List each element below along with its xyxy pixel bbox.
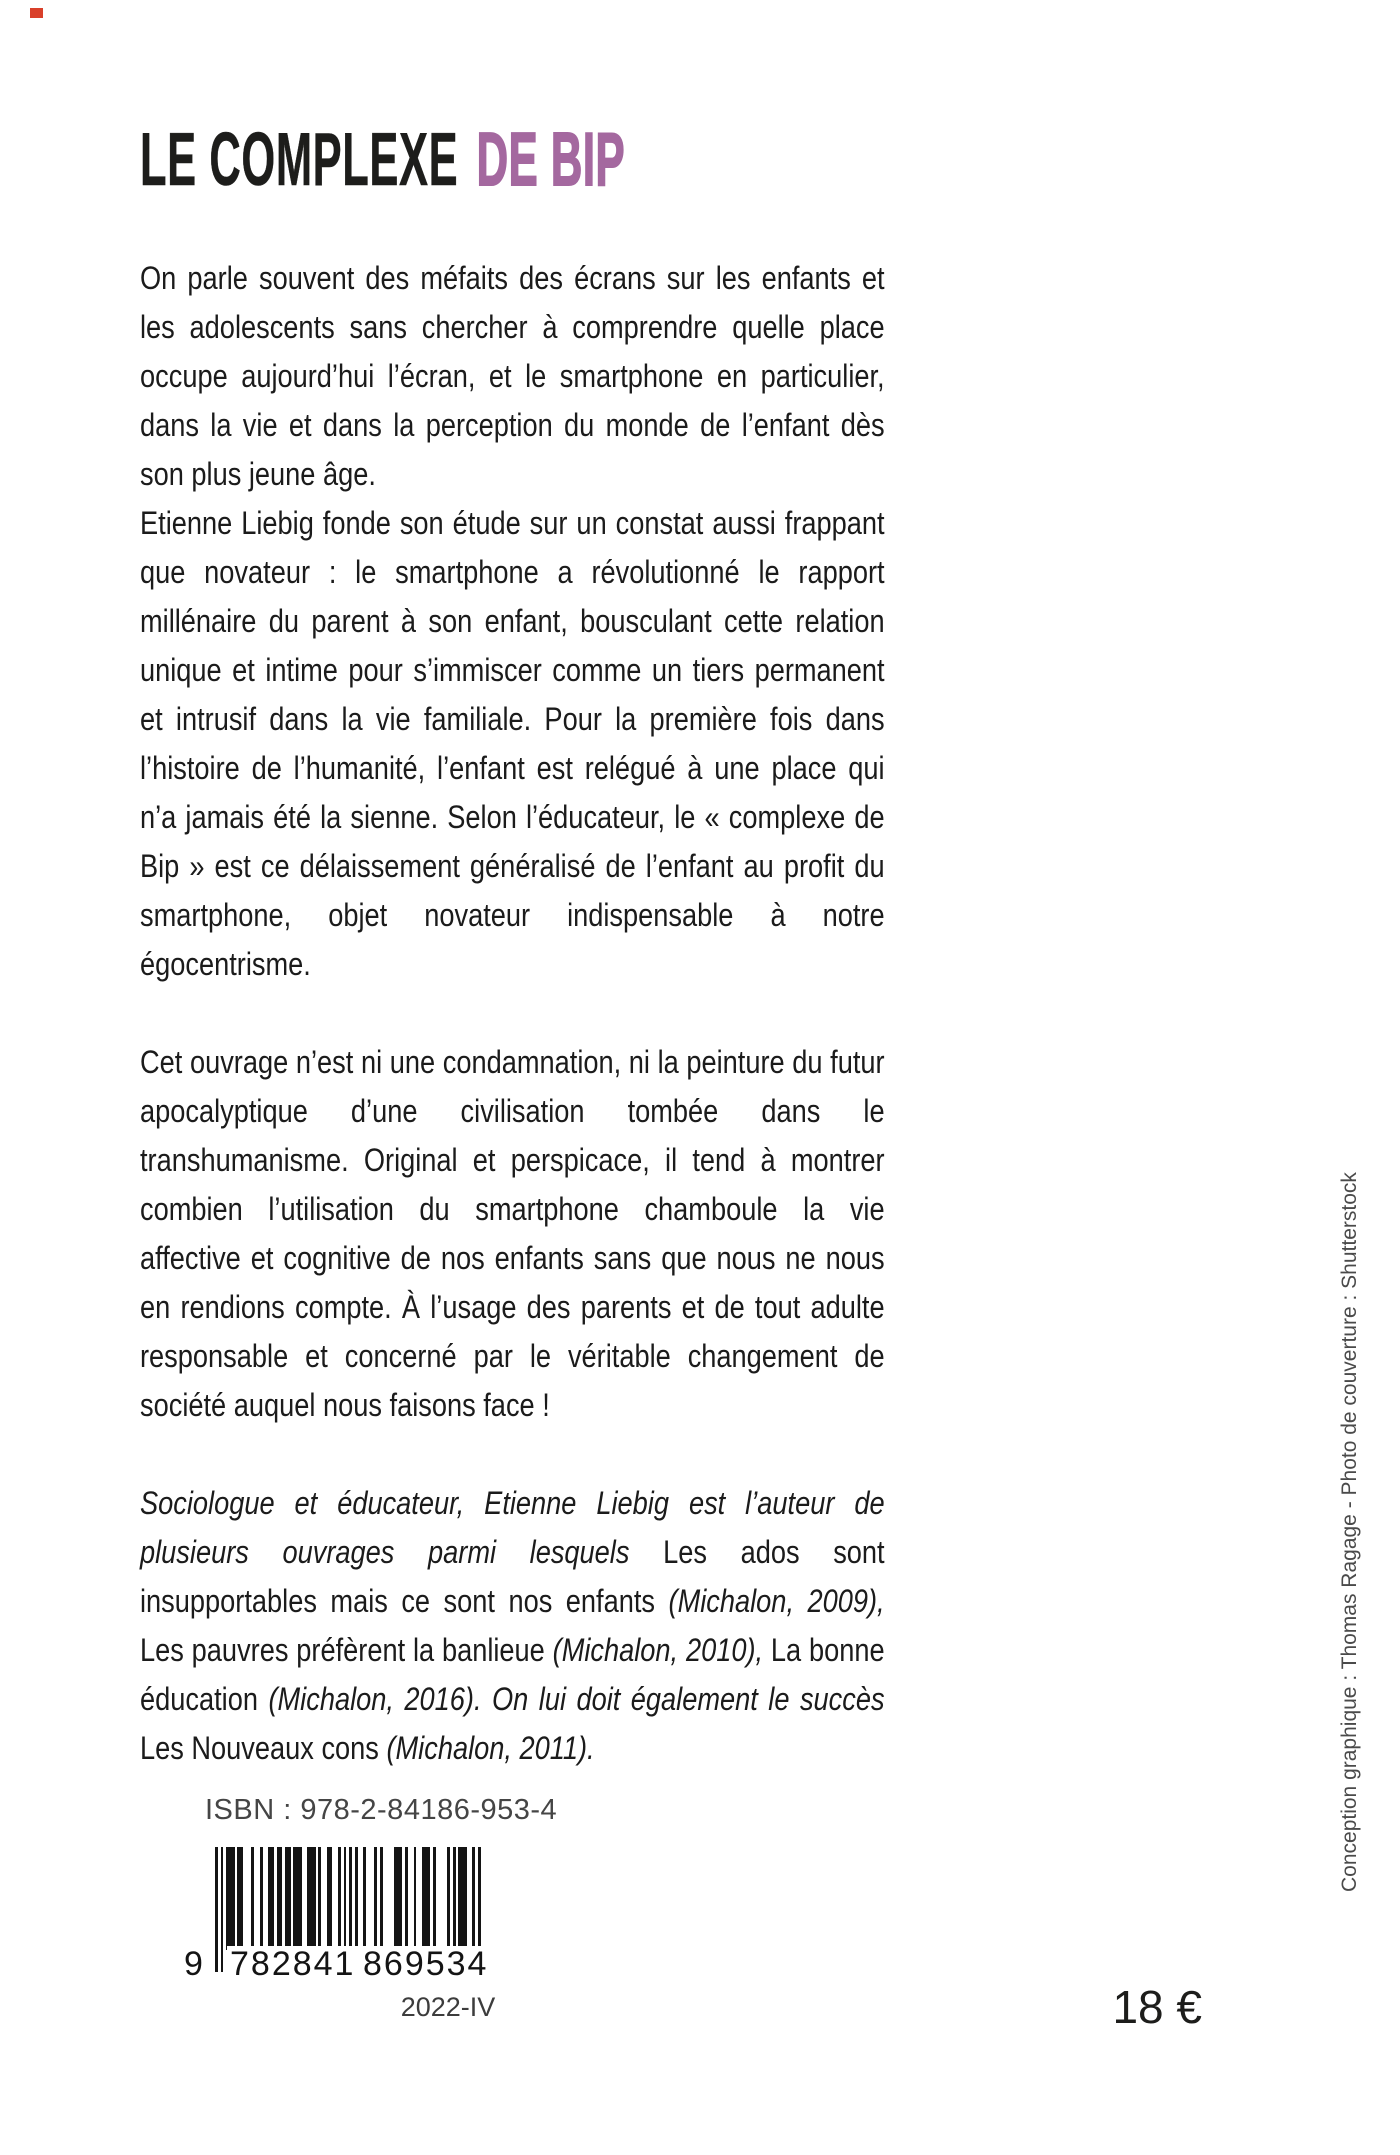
bio-segment: Les pauvres préfèrent la banlieue — [140, 1632, 553, 1668]
bio-paragraph — [140, 1479, 885, 1773]
barcode-left-digits: 782841 — [227, 1946, 358, 1982]
bio-segment: (Michalon, 2016). On lui doit également le succès — [268, 1681, 885, 1717]
synopsis-paragraph: Cet ouvrage n’est ni une condamnation, ni la peinture du futur apocalyptique d’une civilisation tombée dans le transhumanisme. Original et perspicace, il tend à montrer combien l’utilisation du smartphone chamboule la vie affective et cognitive de nos enfants sans que nous ne nous en rendions compte. À l’usage des parents et de tout adulte responsable et concerné par le véritable changement de société auquel nous faisons face ! — [140, 1044, 885, 1423]
barcode-right-digits: 869534 — [360, 1946, 491, 1982]
bio-segment: La bonne éducation — [140, 1632, 885, 1717]
price-label: 18 € — [1112, 1981, 1202, 2033]
back-cover-text-column — [140, 254, 885, 1773]
bio-segment: Les Nouveaux cons — [140, 1730, 387, 1766]
edition-code: 2022-IV — [400, 1992, 496, 2022]
synopsis-paragraph: Etienne Liebig fonde son étude sur un constat aussi frappant que novateur : le smartphone a révolutionné le rapport millénaire du parent à son enfant, bousculant cette relation unique et intime pour s’immiscer comme un tiers permanent et intrusif dans la vie familiale. Pour la première fois dans l’histoire de l’humanité, l’enfant est relégué à une place qui n’a jamais été la sienne. Selon l’éducateur, le « complexe de Bip » est ce délaissement généralisé de l’enfant au profit du smartphone, objet novateur indispensable à notre égocentrisme. — [140, 505, 885, 982]
bio-segment: (Michalon, 2010), — [552, 1632, 771, 1668]
bio-segment: Sociologue et éducateur, Etienne Liebig est l’auteur de plusieurs ouvrages parmi lesquels — [140, 1485, 885, 1570]
title-accent-part: DE BIP — [476, 117, 626, 201]
red-crop-mark — [30, 8, 43, 18]
page-title — [140, 117, 626, 201]
synopsis — [140, 254, 885, 1430]
bio-segment: (Michalon, 2009), — [668, 1583, 885, 1619]
bio-segment: (Michalon, 2011). — [386, 1730, 595, 1766]
bio-segment: Les ados sont insupportables mais ce sont nos enfants — [140, 1534, 885, 1619]
vertical-credit: Conception graphique : Thomas Ragage - Photo de couverture : Shutterstock — [1338, 1172, 1361, 1892]
isbn-label: ISBN : 978-2-84186-953-4 — [205, 1794, 558, 1826]
barcode — [184, 1847, 489, 1985]
barcode-lead-digit: 9 — [184, 1945, 203, 1983]
title-black-part: LE COMPLEXE — [140, 117, 459, 201]
synopsis-paragraph: On parle souvent des méfaits des écrans sur les enfants et les adolescents sans chercher à comprendre quelle place occupe aujourd’hui l’écran, et le smartphone en particulier, dans la vie et dans la perception du monde de l’enfant dès son plus jeune âge. — [140, 260, 885, 492]
